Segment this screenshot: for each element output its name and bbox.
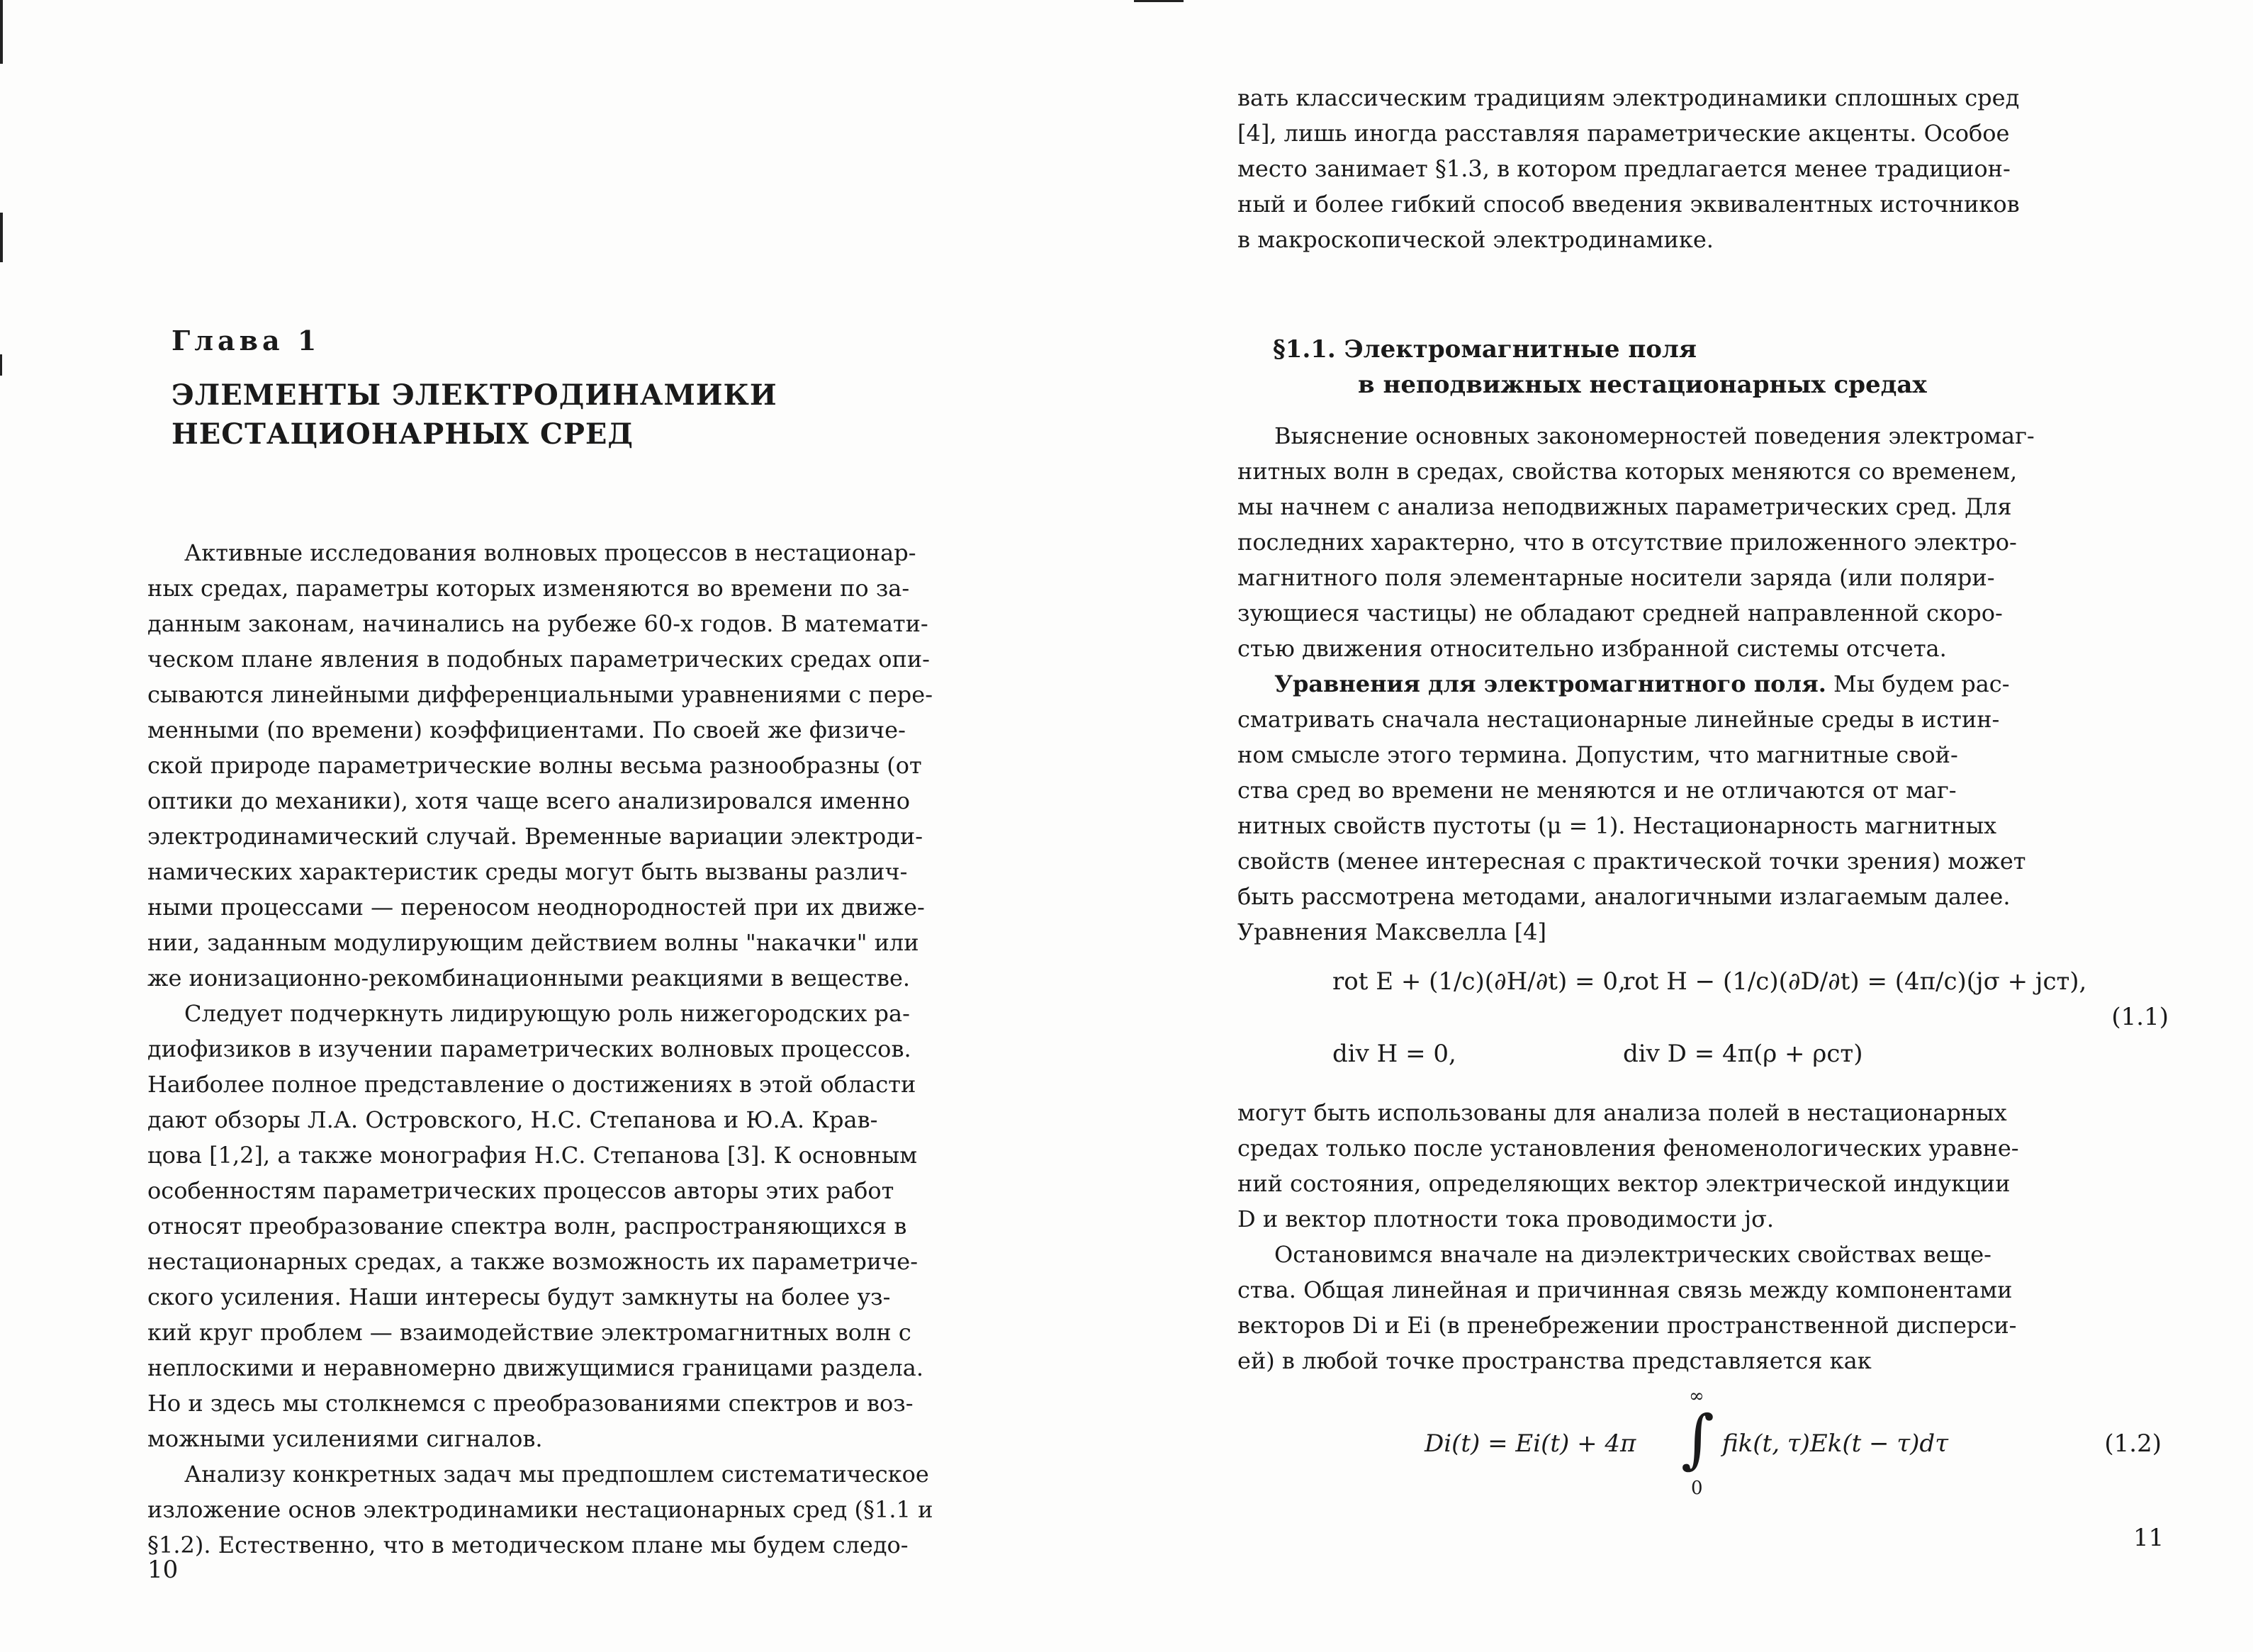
text-line: ном смысле этого термина. Допустим, что магнитные свой- bbox=[1237, 741, 1958, 768]
text-line: ства. Общая линейная и причинная связь между компонентами bbox=[1237, 1276, 2013, 1303]
text-line: Уравнения Максвелла [4] bbox=[1237, 918, 1546, 945]
equation-part: div D = 4π(ρ + ρст) bbox=[1623, 1040, 1863, 1068]
text-line: ний состояния, определяющих вектор электрической индукции bbox=[1237, 1170, 2011, 1197]
text-line: вать классическим традициям электродинамики сплошных сред bbox=[1237, 84, 2020, 111]
text-line: последних характерно, что в отсутствие приложенного электро- bbox=[1237, 529, 2017, 556]
equation-1-2 bbox=[1425, 1386, 2162, 1506]
text-line: ными процессами — переносом неоднородностей при их движе- bbox=[147, 894, 925, 921]
text-line: ского усиления. Наши интересы будут замкнуты на более уз- bbox=[147, 1283, 891, 1310]
text-line: ской природе параметрические волны весьма разнообразны (от bbox=[147, 752, 922, 779]
text-line: электродинамический случай. Временные вариации электроди- bbox=[147, 823, 923, 850]
text-line: ных средах, параметры которых изменяются во времени по за- bbox=[147, 575, 910, 602]
right-page bbox=[1127, 0, 2253, 1652]
text-line bbox=[1237, 666, 2159, 702]
text-line: диофизиков в изучении параметрических волновых процессов. bbox=[147, 1035, 911, 1062]
text-line: ный и более гибкий способ введения эквивалентных источников bbox=[1237, 191, 2020, 218]
text-line: §1.2). Естественно, что в методическом плане мы будем следо- bbox=[147, 1532, 909, 1558]
text-line: изложение основ электродинамики нестационарных сред (§1.1 и bbox=[147, 1496, 933, 1523]
text-line: Наиболее полное представление о достижениях в этой области bbox=[147, 1071, 916, 1098]
text-line: сываются линейными дифференциальными уравнениями с пере- bbox=[147, 681, 933, 708]
text-line: нитных свойств пустоты (μ = 1). Нестационарность магнитных bbox=[1237, 812, 1997, 839]
text-line: средах только после установления феноменологических уравне- bbox=[1237, 1135, 2019, 1162]
equation-part: div H = 0, bbox=[1332, 1040, 1456, 1068]
text-line: Анализу конкретных задач мы предпошлем систематическое bbox=[184, 1461, 929, 1488]
page-number: 11 bbox=[2133, 1524, 2164, 1552]
text-line: ства сред во времени не меняются и не отличаются от маг- bbox=[1237, 777, 1957, 804]
right-top-text bbox=[1237, 80, 2159, 257]
text-line: в макроскопической электродинамике. bbox=[1237, 226, 1714, 253]
section-heading-line: §1.1. Электромагнитные поля bbox=[1273, 335, 1697, 364]
equation-part: rot E + (1/c)(∂H/∂t) = 0, bbox=[1332, 967, 1626, 996]
text-line: особенностям параметрических процессов авторы этих работ bbox=[147, 1177, 894, 1204]
text-line: кий круг проблем — взаимодействие электромагнитных волн с bbox=[147, 1319, 911, 1346]
text-line: Выяснение основных закономерностей поведения электромаг- bbox=[1274, 422, 2035, 449]
text-line: намических характеристик среды могут быть вызваны различ- bbox=[147, 858, 908, 885]
text-line: [4], лишь иногда расставляя параметрические акценты. Особое bbox=[1237, 120, 2010, 147]
text-line: менными (по времени) коэффициентами. По своей же физиче- bbox=[147, 717, 906, 743]
text-line: можными усилениями сигналов. bbox=[147, 1425, 543, 1452]
scan-edge-mark bbox=[0, 0, 3, 64]
text-line: быть рассмотрена методами, аналогичными излагаемым далее. bbox=[1237, 883, 2011, 910]
text-line: стью движения относительно избранной системы отсчета. bbox=[1237, 635, 1947, 662]
text-line: нии, заданным модулирующим действием волны "накачки" или bbox=[147, 929, 919, 956]
run-in-heading: Уравнения для электромагнитного поля. bbox=[1274, 670, 1826, 697]
text-line: место занимает §1.3, в котором предлагается менее традицион- bbox=[1237, 155, 2011, 182]
text-line: Но и здесь мы столкнемся с преобразованиями спектров и воз- bbox=[147, 1390, 914, 1417]
scan-edge-mark bbox=[0, 354, 2, 376]
text-line: неплоскими и неравномерно движущимися границами раздела. bbox=[147, 1354, 923, 1381]
chapter-title bbox=[172, 376, 951, 454]
text-line: же ионизационно-рекомбинационными реакциями в веществе. bbox=[147, 965, 911, 991]
text-line: Следует подчеркнуть лидирующую роль нижегородских ра- bbox=[184, 1000, 910, 1027]
text-line: оптики до механики), хотя чаще всего анализировался именно bbox=[147, 787, 911, 814]
right-body-text bbox=[1237, 418, 2159, 950]
text-line: сматривать сначала нестационарные линейные среды в истин- bbox=[1237, 706, 2000, 733]
text-line: ей) в любой точке пространства представляется как bbox=[1237, 1347, 1872, 1374]
text-line: данным законам, начинались на рубеже 60-х годов. В математи- bbox=[147, 610, 928, 637]
chapter-title-line: НЕСТАЦИОНАРНЫХ СРЕД bbox=[172, 417, 634, 451]
integral-upper-limit: ∞ bbox=[1689, 1386, 1704, 1407]
text-line: нестационарных средах, а также возможность их параметриче- bbox=[147, 1248, 918, 1275]
text-line: зующиеся частицы) не обладают средней направленной скоро- bbox=[1237, 600, 2003, 626]
text-line: векторов Di и Ei (в пренебрежении пространственной дисперси- bbox=[1237, 1312, 2017, 1339]
equation-number: (1.2) bbox=[2104, 1429, 2162, 1458]
text-line: дают обзоры Л.А. Островского, Н.С. Степанова и Ю.А. Крав- bbox=[147, 1106, 878, 1133]
integral-lower-limit: 0 bbox=[1691, 1478, 1703, 1499]
equation-lhs: Di(t) = Ei(t) + 4π bbox=[1425, 1429, 1636, 1458]
scan-edge-mark bbox=[0, 213, 3, 262]
text-line: Активные исследования волновых процессов в нестационар- bbox=[184, 539, 916, 566]
equation-integrand: fik(t, τ)Ek(t − τ)dτ bbox=[1722, 1429, 1948, 1458]
text-line: мы начнем с анализа неподвижных параметрических сред. Для bbox=[1237, 493, 2012, 520]
text-line: могут быть использованы для анализа полей в нестационарных bbox=[1237, 1099, 2007, 1126]
equation-1-1 bbox=[1332, 953, 2169, 1088]
text-line: свойств (менее интересная с практической точки зрения) может bbox=[1237, 848, 2026, 875]
equation-part: rot H − (1/c)(∂D/∂t) = (4π/c)(jσ + jст), bbox=[1623, 967, 2087, 996]
text-line: магнитного поля элементарные носители заряда (или поляри- bbox=[1237, 564, 1995, 591]
text-line: ческом плане явления в подобных параметрических средах опи- bbox=[147, 646, 930, 673]
text-line: D и вектор плотности тока проводимости jσ. bbox=[1237, 1206, 1775, 1232]
right-body-text-2 bbox=[1237, 1095, 2159, 1378]
integral-sign: ∫ bbox=[1681, 1402, 1714, 1476]
text-line: относят преобразование спектра волн, распространяющихся в bbox=[147, 1213, 907, 1240]
text-line: Остановимся вначале на диэлектрических свойствах веще- bbox=[1274, 1241, 1991, 1268]
chapter-title-line: ЭЛЕМЕНТЫ ЭЛЕКТРОДИНАМИКИ bbox=[172, 378, 777, 412]
text-line: нитных волн в средах, свойства которых меняются со временем, bbox=[1237, 458, 2018, 485]
text-line: цова [1,2], а также монография Н.С. Степанова [3]. К основным bbox=[147, 1142, 918, 1169]
page-number: 10 bbox=[147, 1556, 179, 1584]
equation-number: (1.1) bbox=[2111, 1003, 2169, 1031]
left-body-text bbox=[147, 535, 1047, 1563]
text-run: Мы будем рас- bbox=[1826, 670, 2010, 697]
scan-edge-mark bbox=[1134, 0, 1184, 2]
section-heading bbox=[1273, 332, 1927, 403]
section-heading-line: в неподвижных нестационарных средах bbox=[1358, 371, 1927, 399]
chapter-label: Глава 1 bbox=[172, 325, 321, 356]
